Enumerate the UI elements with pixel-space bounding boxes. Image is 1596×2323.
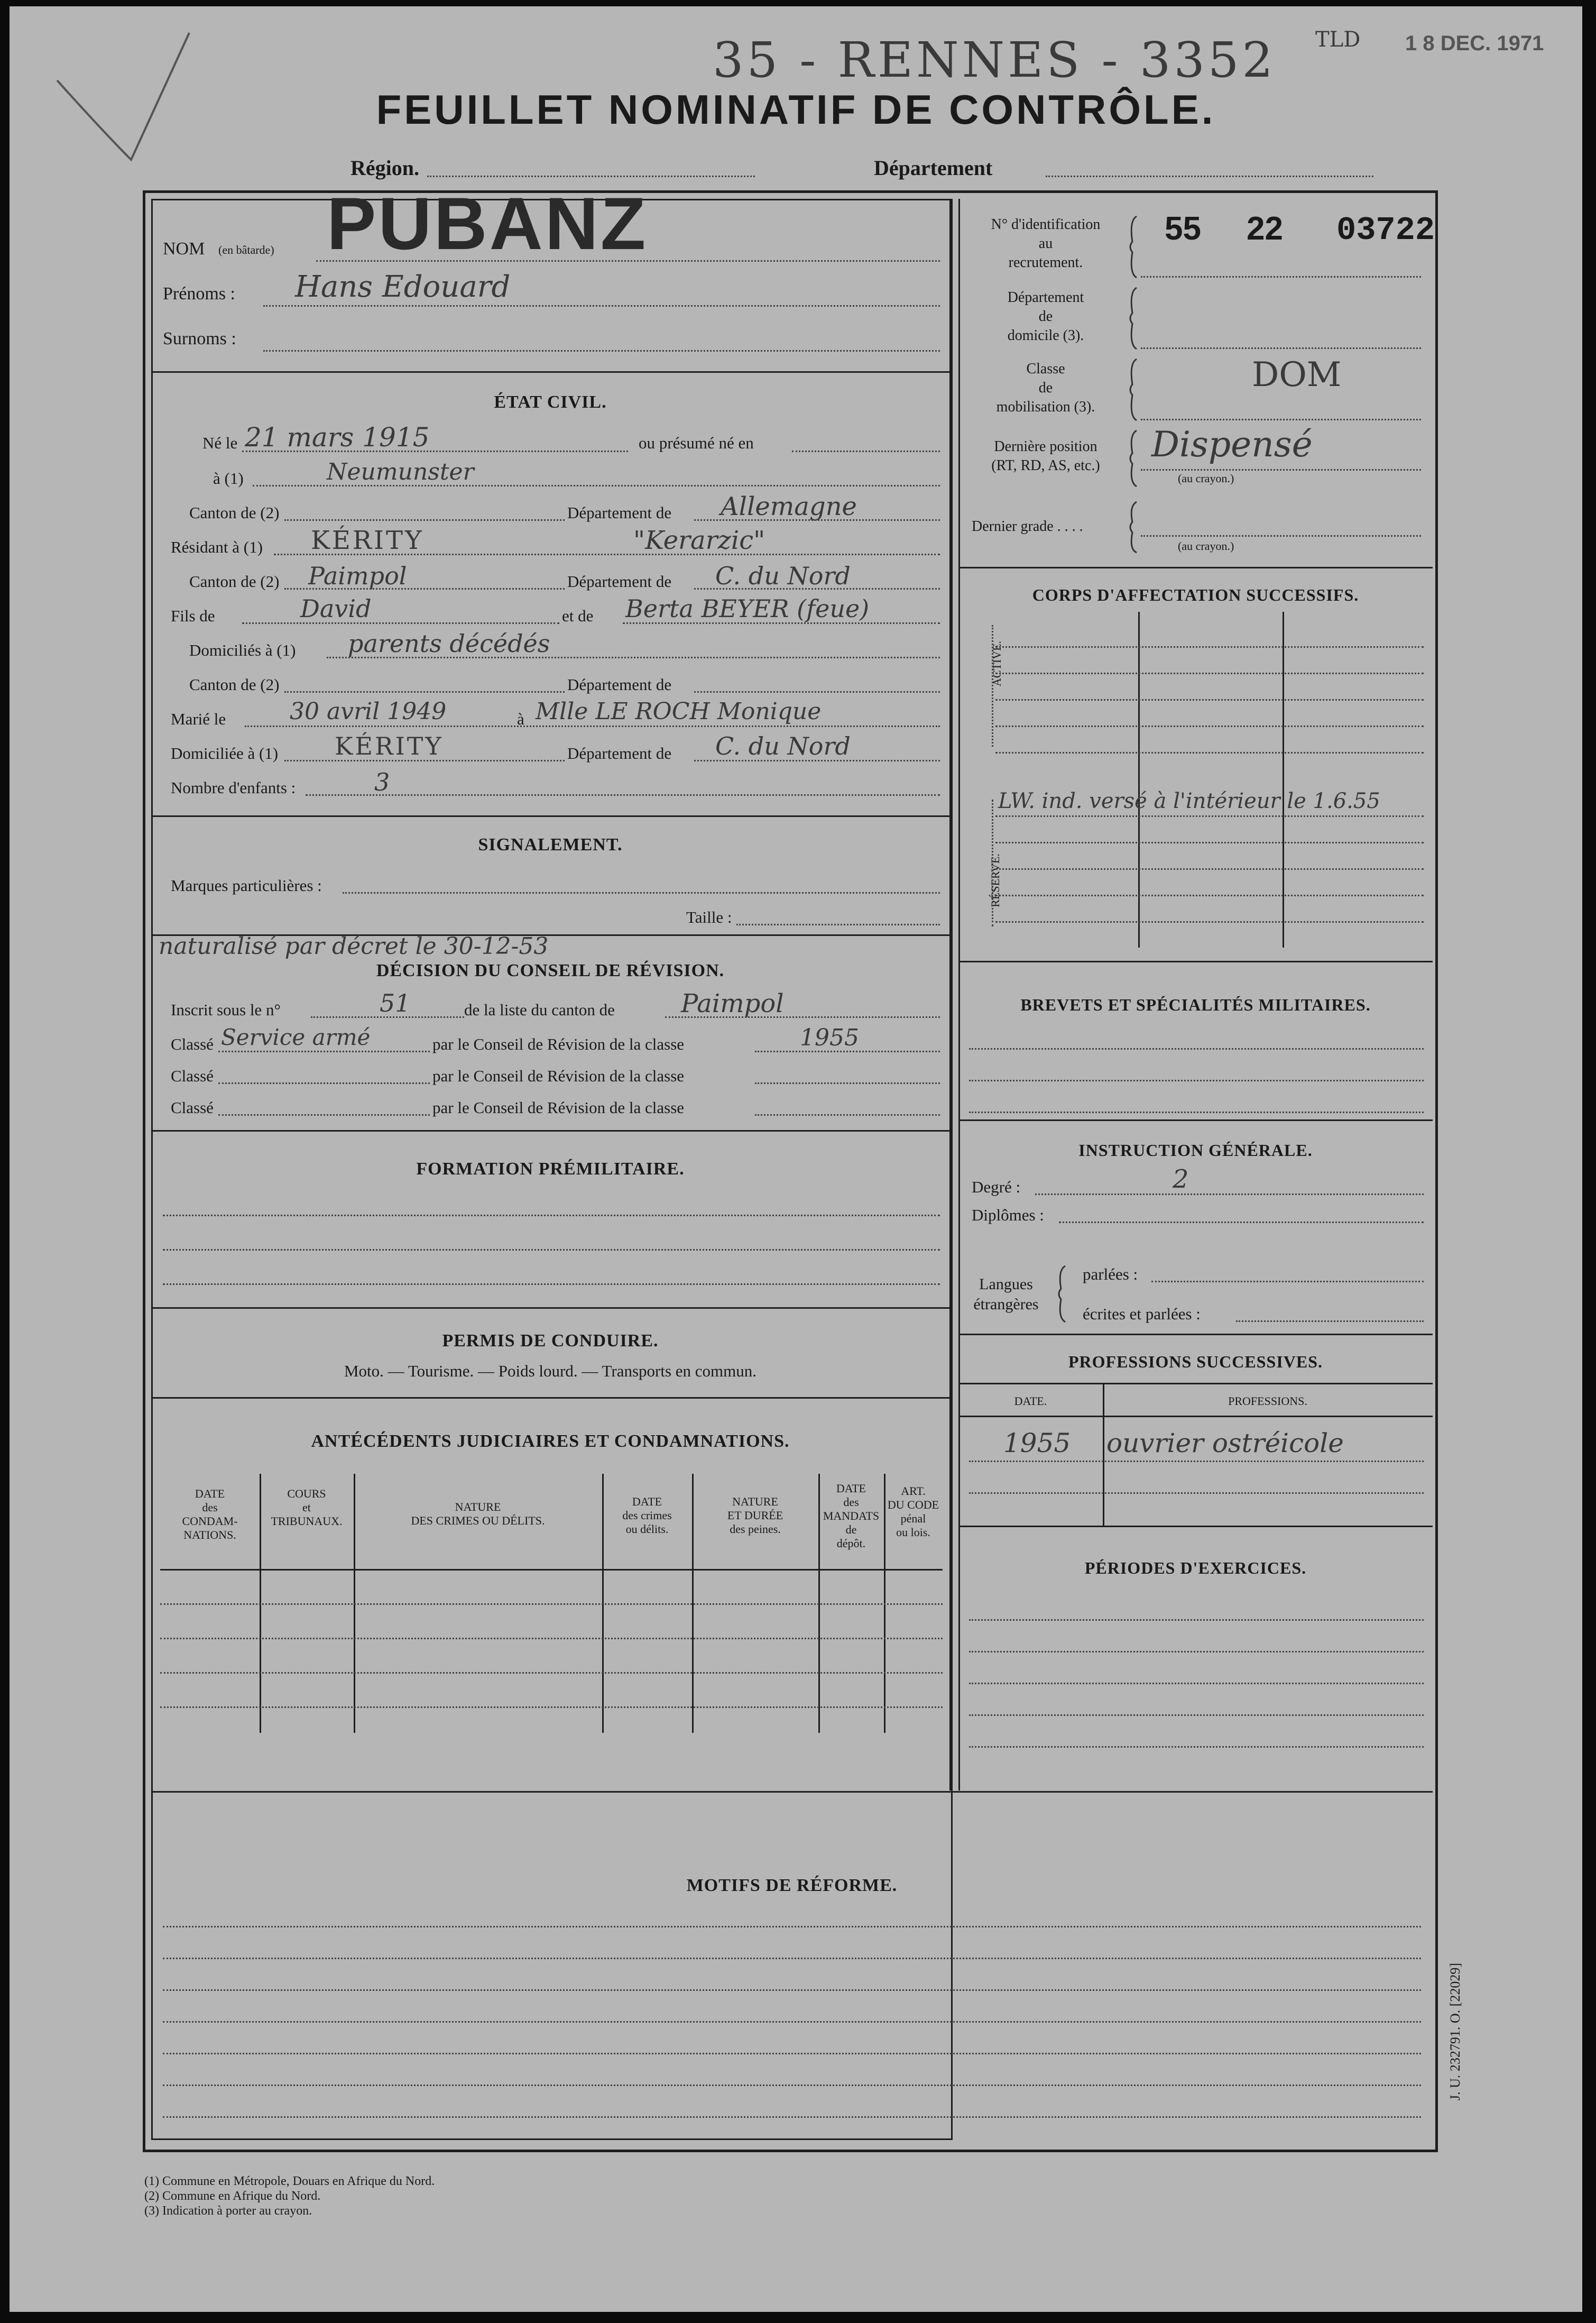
par-conseil-2: par le Conseil de Révision de la classe [432,1067,685,1085]
canton2-dept-value: C. du Nord [715,562,851,590]
domicilies-label: Domiciliés à (1) [189,641,296,659]
corps-heading: CORPS D'AFFECTATION SUCCESSIFS. [1032,585,1359,604]
identification-value-1: 55 [1165,210,1201,247]
region-label: Région. [350,156,419,180]
fils-label: Fils de [171,607,215,625]
ne-le-value: 21 mars 1915 [245,422,430,453]
brace-icon [1054,1265,1069,1323]
prenoms-value: Hans Edouard [295,270,511,304]
inscrit-label: Inscrit sous le n° [171,1000,281,1019]
enfants-label: Nombre d'enfants : [171,778,296,797]
domiciliee-dept-label: Département de [567,744,672,763]
antecedents-table [160,1474,943,1733]
canton1-dept-label: Département de [567,503,672,522]
degre-value: 2 [1173,1164,1189,1194]
col-date-crimes: DATE des crimes ou délits. [622,1495,672,1536]
col-date-mandats: DATE des MANDATS de dépôt. [823,1482,880,1550]
par-conseil-3: par le Conseil de Révision de la classe [432,1098,685,1117]
reserve-label: RÉSERVE. [989,853,1002,907]
diplomes-label: Diplômes : [972,1206,1044,1224]
col-cours-tribunaux: COURS et TRIBUNAUX. [271,1487,343,1528]
brace-icon [1125,358,1141,421]
domiciliee-label: Domiciliée à (1) [171,744,279,763]
identification-value-3: 03722 [1336,212,1435,249]
date-stamp: 1 8 DEC. 1971 [1405,32,1544,55]
nom-label-small: (en bâtarde) [218,243,274,256]
document-page: 35 - RENNES - 3352 TLD 1 8 DEC. 1971 FEUILLET NOMINATIF DE CONTRÔLE. Région. Département NOM (en bâtarde) PUBANZ Prénoms : Hans Edouard Surnoms : ÉTAT CIVIL. Né le 21 mars 1915 ou présumé né en à (1) Neumunster Canton de (2) Département de Allemagne Résidant à (1) KÉRITY "Kerarzic" Canton de (2) Paimpol Département de C. du Nord Fils de David et de Berta BEYER (feue) Domiciliés à (1) parents décédés Canton de (2) Département de Marié le 30 avril 1949 à Mlle LE ROCH Monique Domiciliée à (1) KÉRITY Département de C. du Nord Nombre d'enfants : 3 SIGNALEMENT. Marques particulières : Taille : naturalisé par décret le 30-12-53 DÉCISION DU CONSEIL DE RÉVISION. Inscrit sous le n° 51 de la liste du canton de Paimpol Classé Service armé par le Conseil de Révision de la classe 1955 Classé par le Conseil de Révision de la classe Classé par le Conseil de Révision de la classe FORMATION PRÉMILITAIRE. PERMIS DE CONDUIRE. Moto. — Tourisme. — Poids lourd. — Transports en commun. ANTÉCÉDENTS JUDICIAIRES ET CONDAMNATIONS. DATE des CONDAM- NATIONS. COURS et TRIBUNAUX. NATURE DES CRIMES OU DÉLITS. DATE des crimes ou délits. NATURE ET DURÉE des peines. DATE des MANDATS de dépôt. ART. DU CODE pénal ou lois. MOTIFS DE RÉFORME. (1) Commune en Métropole, Douars en Afrique du Nord. (2) Commune en Afrique du Nord. (3) Indication à porter au crayon. J. U. 232791. O. [22029] N° d'identification au recrutement. 55 22 03722 Département de domicile (3). Classe de mobilisation (3). DOM Dernière position (RT, RD, AS, etc.) Dispensé (au crayon.) Dernier grade . . . . (au crayon.) CORPS D'AFFECTATION SUCCESSIFS. ACTIVE. RÉSERVE. LW. ind. versé à l'intérieur le 1.6.55 BREVETS ET SPÉCIALITÉS MILITAIRES. INSTRUCTION GÉNÉRALE. Degré : 2 Diplômes : Langues étrangères parlées : écrites et parlées : PROFESSIONS SUCCESSIVES. DATE. PROFESSIONS. 1955 ouvrier ostréicole PÉRIODES D'EXERCICES. [10,6,1582,2312]
instruction-heading: INSTRUCTION GÉNÉRALE. [1078,1141,1313,1160]
ecrites-label: écrites et parlées : [1083,1305,1201,1323]
professions-heading: PROFESSIONS SUCCESSIVES. [1068,1352,1323,1371]
footnote-2: (2) Commune en Afrique du Nord. [144,2189,321,2203]
classe-value: Service armé [221,1024,371,1050]
marques-label: Marques particulières : [171,876,322,895]
marie-value: 30 avril 1949 [290,698,447,725]
presume-label: ou présumé né en [639,434,754,452]
nom-label: NOM [163,239,205,259]
canton3-dept-label: Département de [567,675,672,694]
canton2-label: Canton de (2) [189,572,280,591]
dernier-grade-note: (au crayon.) [1178,539,1234,553]
brace-icon [1125,501,1141,554]
taille-label: Taille : [686,908,732,926]
prof-value: ouvrier ostréicole [1106,1428,1344,1458]
canton1-dept-value: Allemagne [721,492,857,521]
footnote-3: (3) Indication à porter au crayon. [144,2204,312,2218]
permis-heading: PERMIS DE CONDUIRE. [442,1331,659,1351]
dernier-grade-label: Dernier grade . . . . [972,518,1083,535]
col-nature-crimes: NATURE DES CRIMES OU DÉLITS. [411,1500,545,1527]
formation-heading: FORMATION PRÉMILITAIRE. [416,1159,685,1179]
residant-value: KÉRITY [311,526,424,555]
liste-label: de la liste du canton de [464,1000,615,1019]
handwritten-reference: 35 - RENNES - 3352 [713,32,1276,88]
antecedents-heading: ANTÉCÉDENTS JUDICIAIRES ET CONDAMNATIONS. [311,1431,790,1451]
brace-icon [1125,287,1141,350]
parlees-label: parlées : [1083,1265,1138,1283]
col-nature-peines: NATURE ET DURÉE des peines. [727,1495,783,1536]
canton1-label: Canton de (2) [189,503,280,522]
pere-value: David [300,594,372,623]
derniere-position-note: (au crayon.) [1178,472,1234,485]
langues-label: Langues étrangères [973,1275,1039,1313]
mere-label: et de [562,607,594,625]
domiciliee-dept-value: C. du Nord [715,732,851,760]
col-art-code: ART. DU CODE pénal ou lois. [887,1484,939,1539]
derniere-position-value: Dispensé [1151,424,1313,465]
reserve-note: LW. ind. versé à l'intérieur le 1.6.55 [998,789,1380,813]
dept-domicile-label: Département de domicile (3). [1007,289,1084,344]
periodes-heading: PÉRIODES D'EXERCICES. [1084,1558,1307,1577]
col-date-condamnations: DATE des CONDAM- NATIONS. [182,1487,238,1541]
surnoms-label: Surnoms : [163,329,236,348]
departement-label: Département [874,156,993,180]
motifs-heading: MOTIFS DE RÉFORME. [686,1876,898,1895]
lieu-naissance-label: à (1) [213,469,244,488]
enfants-value: 3 [374,768,390,796]
prenoms-label: Prénoms : [163,284,235,304]
prof-col-professions: PROFESSIONS. [1228,1394,1307,1408]
identification-value-2: 22 [1247,210,1283,247]
liste-value: Paimpol [681,989,784,1018]
derniere-position-label: Dernière position (RT, RD, AS, etc.) [991,438,1100,474]
degre-label: Degré : [972,1178,1021,1196]
brevets-heading: BREVETS ET SPÉCIALITÉS MILITAIRES. [1020,995,1371,1014]
prof-date-value: 1955 [1003,1428,1071,1458]
residant-lieudit: "Kerarzic" [633,526,765,555]
permis-types: Moto. — Tourisme. — Poids lourd. — Transports en commun. [344,1362,757,1380]
classe-label-2: Classé [171,1067,214,1085]
ne-le-label: Né le [202,434,238,452]
brace-icon [1125,429,1141,488]
tld-mark: TLD [1315,27,1361,52]
domiciliee-value: KÉRITY [335,732,444,760]
etat-civil-heading: ÉTAT CIVIL. [494,392,607,412]
identification-label: N° d'identification au recrutement. [991,216,1101,271]
inscrit-value: 51 [380,989,411,1017]
canton2-dept-label: Département de [567,572,672,591]
domicilies-value: parents décédés [348,629,550,658]
document-title: FEUILLET NOMINATIF DE CONTRÔLE. [376,86,1216,133]
nom-value: PUBANZ [327,182,648,265]
footnote-1: (1) Commune en Métropole, Douars en Afrique du Nord. [144,2174,435,2188]
revision-heading: DÉCISION DU CONSEIL DE RÉVISION. [376,961,725,980]
brace-icon [1125,215,1141,279]
epouse-value: Mlle LE ROCH Monique [536,698,822,725]
classe-mob-label: Classe de mobilisation (3). [996,361,1095,415]
classe-year: 1955 [800,1024,859,1051]
residant-label: Résidant à (1) [171,538,263,556]
canton3-label: Canton de (2) [189,675,280,694]
classe-mob-value: DOM [1252,355,1342,394]
active-label: ACTIVE. [990,640,1003,687]
prof-col-date: DATE. [1014,1394,1047,1408]
mere-value: Berta BEYER (feue) [625,594,870,623]
classe-label-3: Classé [171,1098,214,1117]
lieu-naissance-value: Neumunster [327,458,474,485]
classe-label-1: Classé [171,1035,214,1053]
canton2-value: Paimpol [308,562,407,590]
signalement-heading: SIGNALEMENT. [478,835,623,855]
marie-a-label: à [517,710,524,728]
naturalisation-note: naturalisé par décret le 30-12-53 [159,933,549,960]
marie-label: Marié le [171,710,226,728]
par-conseil-1: par le Conseil de Révision de la classe [432,1035,685,1053]
